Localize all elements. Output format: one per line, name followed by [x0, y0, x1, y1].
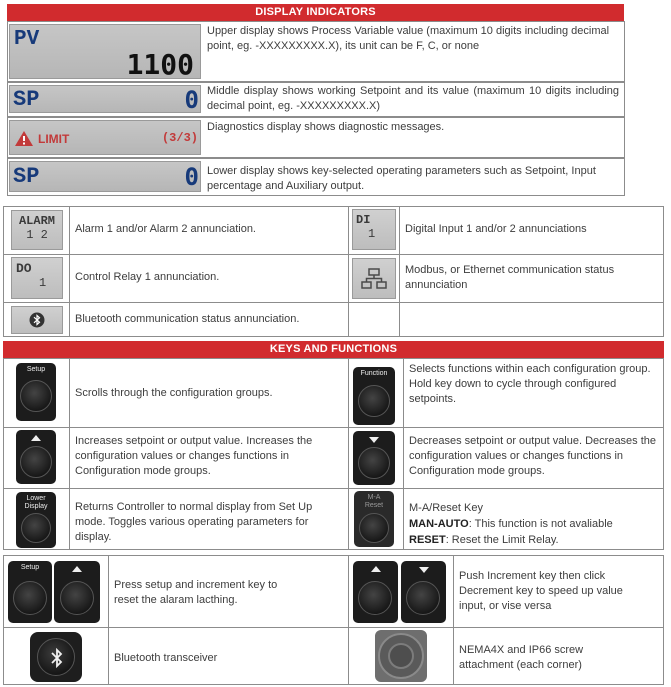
lower-display-key-cap: Lower Display: [24, 495, 48, 510]
alarm-description: Alarm 1 and/or Alarm 2 annunciation.: [75, 223, 256, 235]
do-tile-top: DO: [16, 261, 32, 276]
ma-reset-key[interactable]: [354, 491, 394, 547]
annunciator-divider-v3: [399, 206, 400, 337]
decrement-key-button[interactable]: [358, 447, 390, 479]
pv-value: 1100: [126, 48, 194, 81]
network-annunciator-tile: [352, 258, 396, 299]
bluetooth-transceiver-ring: [37, 638, 75, 676]
ma-reset-title: M-A/Reset Key: [409, 502, 483, 514]
bluetooth-transceiver-icon: [50, 648, 64, 668]
di-tile-top: DI: [356, 213, 371, 227]
setup-key[interactable]: [16, 363, 56, 421]
function-key-button[interactable]: [358, 385, 390, 417]
man-auto-line: [409, 516, 659, 532]
network-description: Modbus, or Ethernet communication status annunciation: [405, 264, 615, 291]
keys-divider-h2: [3, 488, 664, 489]
lower-display-description: Returns Controller to normal display from Set Up mode. Toggles various operating parameters for display.: [75, 501, 313, 543]
reset-text: : Reset the Limit Relay.: [445, 534, 559, 546]
down-arrow-icon: [369, 437, 379, 443]
pv-display: [9, 24, 201, 79]
limit-label: LIMIT: [38, 132, 70, 146]
di-description: Digital Input 1 and/or 2 annunciations: [405, 223, 587, 235]
inc-dec-description: Push Increment key then click Decrement key to speed up value input, or vise versa: [459, 570, 623, 612]
bluetooth-transceiver-description: Bluetooth transceiver: [114, 652, 218, 664]
man-auto-label: MAN-AUTO: [409, 518, 469, 530]
pv-description: Upper display shows Process Variable value (maximum 10 digits including decimal point, eg. -XXXXXXXXX.X), its unit can be F, C, or none: [207, 25, 610, 52]
combo-divider-v2: [348, 555, 349, 685]
setup-key-button[interactable]: [20, 380, 52, 412]
combo-dec-key-button[interactable]: [406, 581, 440, 615]
decrement-key[interactable]: [353, 431, 395, 485]
function-key[interactable]: [353, 367, 395, 425]
ma-reset-key-button[interactable]: [359, 513, 389, 543]
di-annunciator-tile: [352, 209, 396, 250]
increment-key[interactable]: [16, 430, 56, 484]
combo-dec-arrow-icon: [419, 567, 429, 573]
sp-lower-label: SP: [13, 164, 40, 189]
function-description-line2: Hold key down to cycle through configured setpoints.: [409, 378, 617, 405]
do-tile-bottom: 1: [39, 276, 47, 290]
keys-divider-v3: [403, 358, 404, 550]
setup-key-cap: Setup: [26, 366, 46, 373]
increment-key-button[interactable]: [20, 446, 52, 478]
combo-increment-key-button[interactable]: [60, 581, 94, 615]
ma-reset-key-cap: M-A Reset: [364, 494, 384, 509]
network-icon: [361, 268, 387, 290]
sp-middle-description: Middle display shows working Setpoint and its value (maximum 10 digits including decimal point, eg. -XXXXXXXXX.X): [207, 85, 619, 112]
sp-middle-display: [9, 85, 201, 113]
limit-count: (3/3): [161, 131, 198, 145]
display-indicators-header: DISPLAY INDICATORS: [7, 4, 624, 21]
function-description-line1: Selects functions within each configuration group.: [409, 363, 651, 375]
do-description: Control Relay 1 annunciation.: [75, 271, 220, 283]
keys-divider-v2: [348, 358, 349, 550]
bluetooth-icon: [29, 312, 45, 328]
nema-description: NEMA4X and IP66 screw attachment (each corner): [459, 644, 584, 671]
screw-inner-ring: [388, 643, 414, 669]
combo-setup-key[interactable]: [8, 561, 52, 623]
screw-outer-ring: [378, 633, 424, 679]
combo-setup-key-button[interactable]: [13, 581, 47, 615]
limit-description: Diagnostics display shows diagnostic messages.: [207, 121, 445, 133]
lower-display-key-button[interactable]: [21, 513, 51, 543]
combo-increment-key[interactable]: [54, 561, 100, 623]
screw-graphic: [375, 630, 427, 682]
do-annunciator-tile: [11, 257, 63, 299]
setup-increment-description: Press setup and increment key to reset the alaram lacthing.: [114, 579, 278, 606]
man-auto-text: : This function is not avaliable: [468, 518, 613, 530]
annunciator-divider-v2: [348, 206, 349, 337]
sp-lower-value: 0: [184, 163, 199, 191]
ma-reset-description: [409, 500, 659, 548]
setup-description: Scrolls through the configuration groups.: [75, 387, 273, 399]
function-key-cap: Function: [360, 370, 388, 377]
pv-label: PV: [14, 28, 40, 51]
bluetooth-transceiver-graphic: [30, 632, 82, 682]
decrement-description: Decreases setpoint or output value. Decreases the configuration values or changes functions in Configuration mode groups.: [409, 435, 657, 477]
combo-inc-key-button[interactable]: [358, 581, 392, 615]
annunciator-divider-h1: [3, 254, 664, 255]
combo-divider-v1: [108, 555, 109, 685]
keys-divider-v1: [69, 358, 70, 550]
bluetooth-annunciator-tile: [11, 306, 63, 334]
sp-middle-value: 0: [184, 86, 199, 114]
keys-functions-header: KEYS AND FUNCTIONS: [3, 341, 664, 358]
reset-line: [409, 532, 659, 548]
up-arrow-icon: [31, 435, 41, 441]
alarm-tile-bottom: 1 2: [26, 228, 48, 242]
combo-inc-arrow-icon: [371, 566, 381, 572]
sp-lower-description: Lower display shows key-selected operating parameters such as Setpoint, Input percentage and Auxiliary output.: [207, 165, 596, 192]
combo-divider-h1: [3, 627, 664, 628]
annunciator-divider-v1: [69, 206, 70, 337]
increment-description: Increases setpoint or output value. Increases the configuration values or changes functions in Configuration mode groups.: [75, 435, 313, 477]
combo-inc-key[interactable]: [353, 561, 398, 623]
lower-display-key[interactable]: [16, 492, 56, 548]
combo-dec-key[interactable]: [401, 561, 446, 623]
alarm-tile-top: ALARM: [18, 214, 55, 228]
di-tile-bottom: 1: [368, 227, 376, 241]
reset-label: RESET: [409, 534, 446, 546]
combo-setup-key-cap: Setup: [20, 564, 40, 571]
alarm-annunciator-tile: [11, 210, 63, 250]
limit-display: [9, 120, 201, 155]
keys-divider-h1: [3, 427, 664, 428]
annunciator-divider-h2: [3, 302, 664, 303]
warning-icon: [14, 130, 34, 147]
function-description: [409, 362, 659, 407]
sp-middle-label: SP: [13, 87, 40, 112]
bluetooth-description: Bluetooth communication status annunciation.: [75, 313, 300, 325]
combo-up-arrow-icon: [72, 566, 82, 572]
sp-lower-display: [9, 161, 201, 192]
combo-divider-v3: [453, 555, 454, 685]
